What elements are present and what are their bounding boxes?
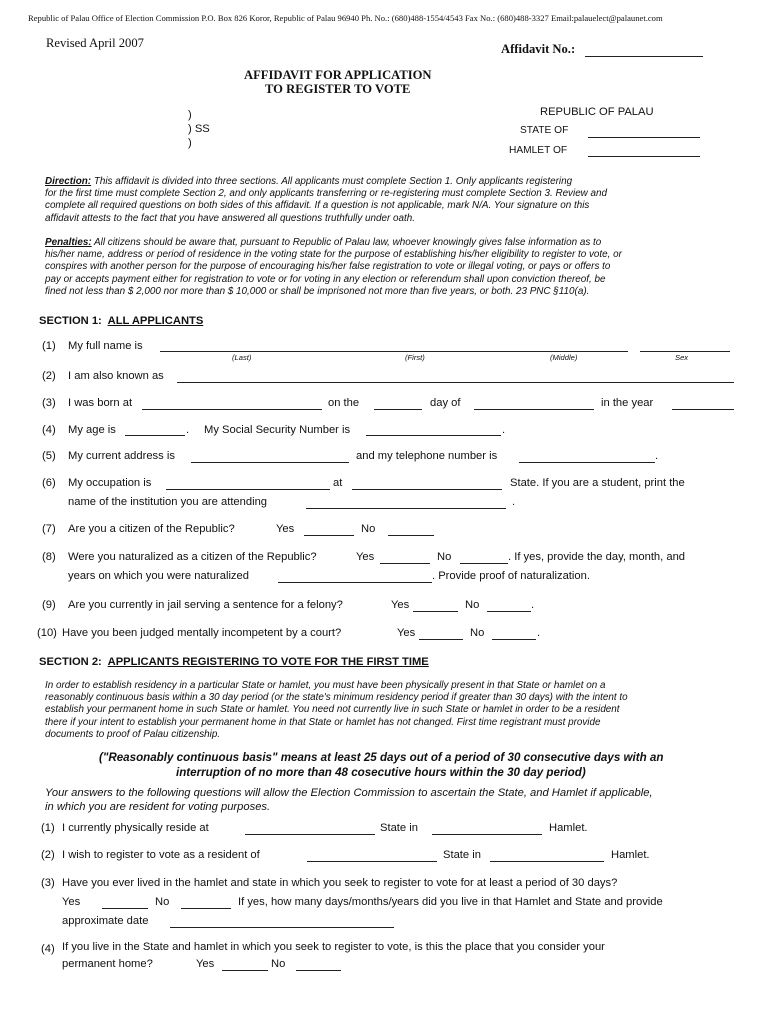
q3-number: (3): [42, 397, 56, 409]
q1-label: My full name is: [68, 340, 143, 352]
answers-note-line1: Your answers to the following questions will allow the Election Commission to ascertain the State, and Hamlet if applicable,: [45, 787, 653, 799]
s2-q3-approx-date-label: approximate date: [62, 915, 149, 927]
s2-q4-yes-label: Yes: [196, 958, 215, 970]
q6-number: (6): [42, 477, 56, 489]
affidavit-number-field[interactable]: [585, 56, 703, 57]
s2-q4-number: (4): [41, 943, 55, 955]
s2-q2-state-in: State in: [443, 849, 481, 861]
letterhead: Republic of Palau Office of Election Commission P.O. Box 826 Koror, Republic of Palau 96940 Ph. No.: (680)488-1554/4543 Fax No.: (680)488-3327 Email:palauelect@palaunet.com: [28, 13, 663, 23]
s2-q1-number: (1): [41, 822, 55, 834]
q8-label: Were you naturalized as a citizen of the Republic?: [68, 551, 317, 563]
q9-no-label: No: [465, 599, 480, 611]
s2-q1-state-in: State in: [380, 822, 418, 834]
s2-q2-label: I wish to register to vote as a resident of: [62, 849, 260, 861]
s2-q1-hamlet: Hamlet.: [549, 822, 588, 834]
q1-number: (1): [42, 340, 56, 352]
answers-note-line2: in which you are resident for voting purposes.: [45, 801, 271, 813]
reside-state-field[interactable]: [245, 834, 375, 835]
ssn-field[interactable]: [366, 435, 501, 436]
q6-label: My occupation is: [68, 477, 152, 489]
birth-month-field[interactable]: [474, 409, 594, 410]
q9-period: .: [531, 599, 535, 611]
institution-field[interactable]: [306, 508, 506, 509]
q7-number: (7): [42, 523, 56, 535]
caption-first: (First): [405, 353, 425, 362]
s2-q4-permanent-home: permanent home?: [62, 958, 153, 970]
birth-year-field[interactable]: [672, 409, 734, 410]
q2-number: (2): [42, 370, 56, 382]
q4-ssn-label: My Social Security Number is: [204, 424, 351, 436]
direction-paragraph: Direction: This affidavit is divided into three sections. All applicants must complete Section 1. Only applicants registering for the first time must complete Section 2, and only applicants transferring or re-registering must complete Section 3. Review and complete all required questions on both sides of this affidavit. If a question is not applicable, mark N/A. Your signature on this affidavit attests to the fact that you have answered all questions truthfully under oath.: [45, 176, 608, 224]
q8-if-yes: . If yes, provide the day, month, and: [508, 551, 686, 563]
q5-number: (5): [42, 450, 56, 462]
felony-yes-field[interactable]: [413, 611, 458, 612]
q5-period: .: [655, 450, 659, 462]
q7-yes-label: Yes: [276, 523, 295, 535]
definition-line1: ("Reasonably continuous basis" means at least 25 days out of a period of 30 consecutive days with an: [99, 751, 664, 764]
register-state-field[interactable]: [307, 861, 437, 862]
q4-label: My age is: [68, 424, 116, 436]
q5-label: My current address is: [68, 450, 175, 462]
hamlet-of-label: HAMLET OF: [509, 145, 568, 156]
republic-label: REPUBLIC OF PALAU: [540, 106, 654, 118]
penalties-label: Penalties:: [45, 237, 92, 248]
q4-number: (4): [42, 424, 56, 436]
birth-day-field[interactable]: [374, 409, 422, 410]
citizen-no-field[interactable]: [388, 535, 434, 536]
s2-q3-label: Have you ever lived in the hamlet and state in which you seek to register to vote for at least a period of 30 days?: [62, 877, 618, 889]
approximate-date-field[interactable]: [170, 927, 394, 928]
permanent-home-yes-field[interactable]: [222, 970, 268, 971]
q8-years-label: years on which you were naturalized: [68, 570, 249, 582]
incompetent-no-field[interactable]: [492, 639, 536, 640]
employer-state-field[interactable]: [352, 489, 502, 490]
q5-phone-label: and my telephone number is: [356, 450, 498, 462]
definition-line2: interruption of no more than 48 cosecutive hours within the 30 day period): [176, 766, 586, 779]
q3-in-the-year: in the year: [601, 397, 654, 409]
form-title-line2: TO REGISTER TO VOTE: [265, 82, 411, 96]
hamlet-of-field[interactable]: [588, 156, 700, 157]
naturalized-no-field[interactable]: [460, 563, 508, 564]
s2-q2-hamlet: Hamlet.: [611, 849, 650, 861]
full-name-field[interactable]: [160, 351, 628, 352]
birthplace-field[interactable]: [142, 409, 322, 410]
q8-yes-label: Yes: [356, 551, 375, 563]
ss-label: ) SS: [188, 123, 210, 135]
s2-q4-label: If you live in the State and hamlet in which you seek to register to vote, is this the place that you consider your: [62, 941, 605, 953]
telephone-field[interactable]: [519, 462, 655, 463]
q10-yes-label: Yes: [397, 627, 416, 639]
q9-yes-label: Yes: [391, 599, 410, 611]
s2-q1-label: I currently physically reside at: [62, 822, 209, 834]
s2-q3-number: (3): [41, 877, 55, 889]
caption-middle: (Middle): [550, 353, 578, 362]
s2-q2-number: (2): [41, 849, 55, 861]
q7-label: Are you a citizen of the Republic?: [68, 523, 235, 535]
s2-q3-if-yes: If yes, how many days/months/years did you live in that Hamlet and State and provide: [238, 896, 663, 908]
q9-number: (9): [42, 599, 56, 611]
q8-proof-note: . Provide proof of naturalization.: [432, 570, 590, 582]
caption-sex: Sex: [675, 353, 689, 362]
q10-period: .: [537, 627, 541, 639]
register-hamlet-field[interactable]: [490, 861, 604, 862]
section2-heading: SECTION 2: APPLICANTS REGISTERING TO VOTE FOR THE FIRST TIME: [39, 656, 429, 668]
state-of-field[interactable]: [588, 137, 700, 138]
q10-no-label: No: [470, 627, 485, 639]
s2-q3-no-label: No: [155, 896, 170, 908]
q10-number: (10): [37, 627, 57, 639]
q2-label: I am also known as: [68, 370, 164, 382]
caption-last: (Last): [232, 353, 252, 362]
q6-institution-label: name of the institution you are attending: [68, 496, 268, 508]
q6-at: at: [333, 477, 343, 489]
form-title-line1: AFFIDAVIT FOR APPLICATION: [244, 68, 432, 82]
ss-bracket-1: ): [188, 109, 192, 121]
q6-state-note: State. If you are a student, print the: [510, 477, 685, 489]
direction-label: Direction:: [45, 176, 92, 187]
alias-field[interactable]: [177, 382, 734, 383]
age-field[interactable]: [125, 435, 185, 436]
permanent-home-no-field[interactable]: [296, 970, 341, 971]
q8-number: (8): [42, 551, 56, 563]
penalties-paragraph: Penalties: All citizens should be aware that, pursuant to Republic of Palau law, whoever knowingly gives false information as to his/her name, address or period of residence in the voting state for the purpose of establishing his/her eligibility to register to vote, or conspires with another person for the purpose of encouraging his/her false registration to vote or illegal voting, or pays or offers to pay or accepts payment either for registration to vote or for voting in any election or referendum shall upon conviction thereof, be fined not less than $ 2,000 nor more than $ 10,000 or shall be imprisoned not more than five years, or both. 23 PNC §110(a).: [45, 237, 622, 297]
affidavit-number-label: Affidavit No.:: [501, 42, 576, 56]
occupation-field[interactable]: [166, 489, 330, 490]
lived-no-field[interactable]: [181, 908, 231, 909]
q4-period: .: [186, 424, 190, 436]
q7-no-label: No: [361, 523, 376, 535]
reside-hamlet-field[interactable]: [432, 834, 542, 835]
ss-bracket-3: ): [188, 137, 192, 149]
naturalized-yes-field[interactable]: [380, 563, 430, 564]
q10-label: Have you been judged mentally incompetent by a court?: [62, 627, 342, 639]
s2-q4-no-label: No: [271, 958, 286, 970]
incompetent-yes-field[interactable]: [419, 639, 463, 640]
sex-field[interactable]: [640, 351, 730, 352]
q4-period-2: .: [502, 424, 506, 436]
q3-on-the: on the: [328, 397, 360, 409]
state-of-label: STATE OF: [520, 125, 569, 136]
q6-period: .: [512, 496, 516, 508]
q3-day-of: day of: [430, 397, 461, 409]
s2-q3-yes-label: Yes: [62, 896, 81, 908]
lived-yes-field[interactable]: [102, 908, 148, 909]
address-field[interactable]: [191, 462, 349, 463]
revision-date: Revised April 2007: [46, 36, 144, 50]
citizen-yes-field[interactable]: [304, 535, 354, 536]
naturalization-date-field[interactable]: [278, 582, 432, 583]
q8-no-label: No: [437, 551, 452, 563]
section2-intro: In order to establish residency in a particular State or hamlet, you must have been physically present in that State or hamlet on a reasonably continuous basis within a 30 day period (or the state's minimum residency period if greater than 30 days) with the intent to establish your permanent home in such State or hamlet. You need not currently live in such State or hamlet in order to be a resident there if your intent to establish your permanent home in that State or hamlet has not changed. First time registrant must provide documents to proof of Palau citizenship.: [45, 680, 628, 740]
felony-no-field[interactable]: [487, 611, 531, 612]
section1-heading: SECTION 1: ALL APPLICANTS: [39, 315, 204, 327]
q9-label: Are you currently in jail serving a sentence for a felony?: [68, 599, 343, 611]
q3-label: I was born at: [68, 397, 133, 409]
